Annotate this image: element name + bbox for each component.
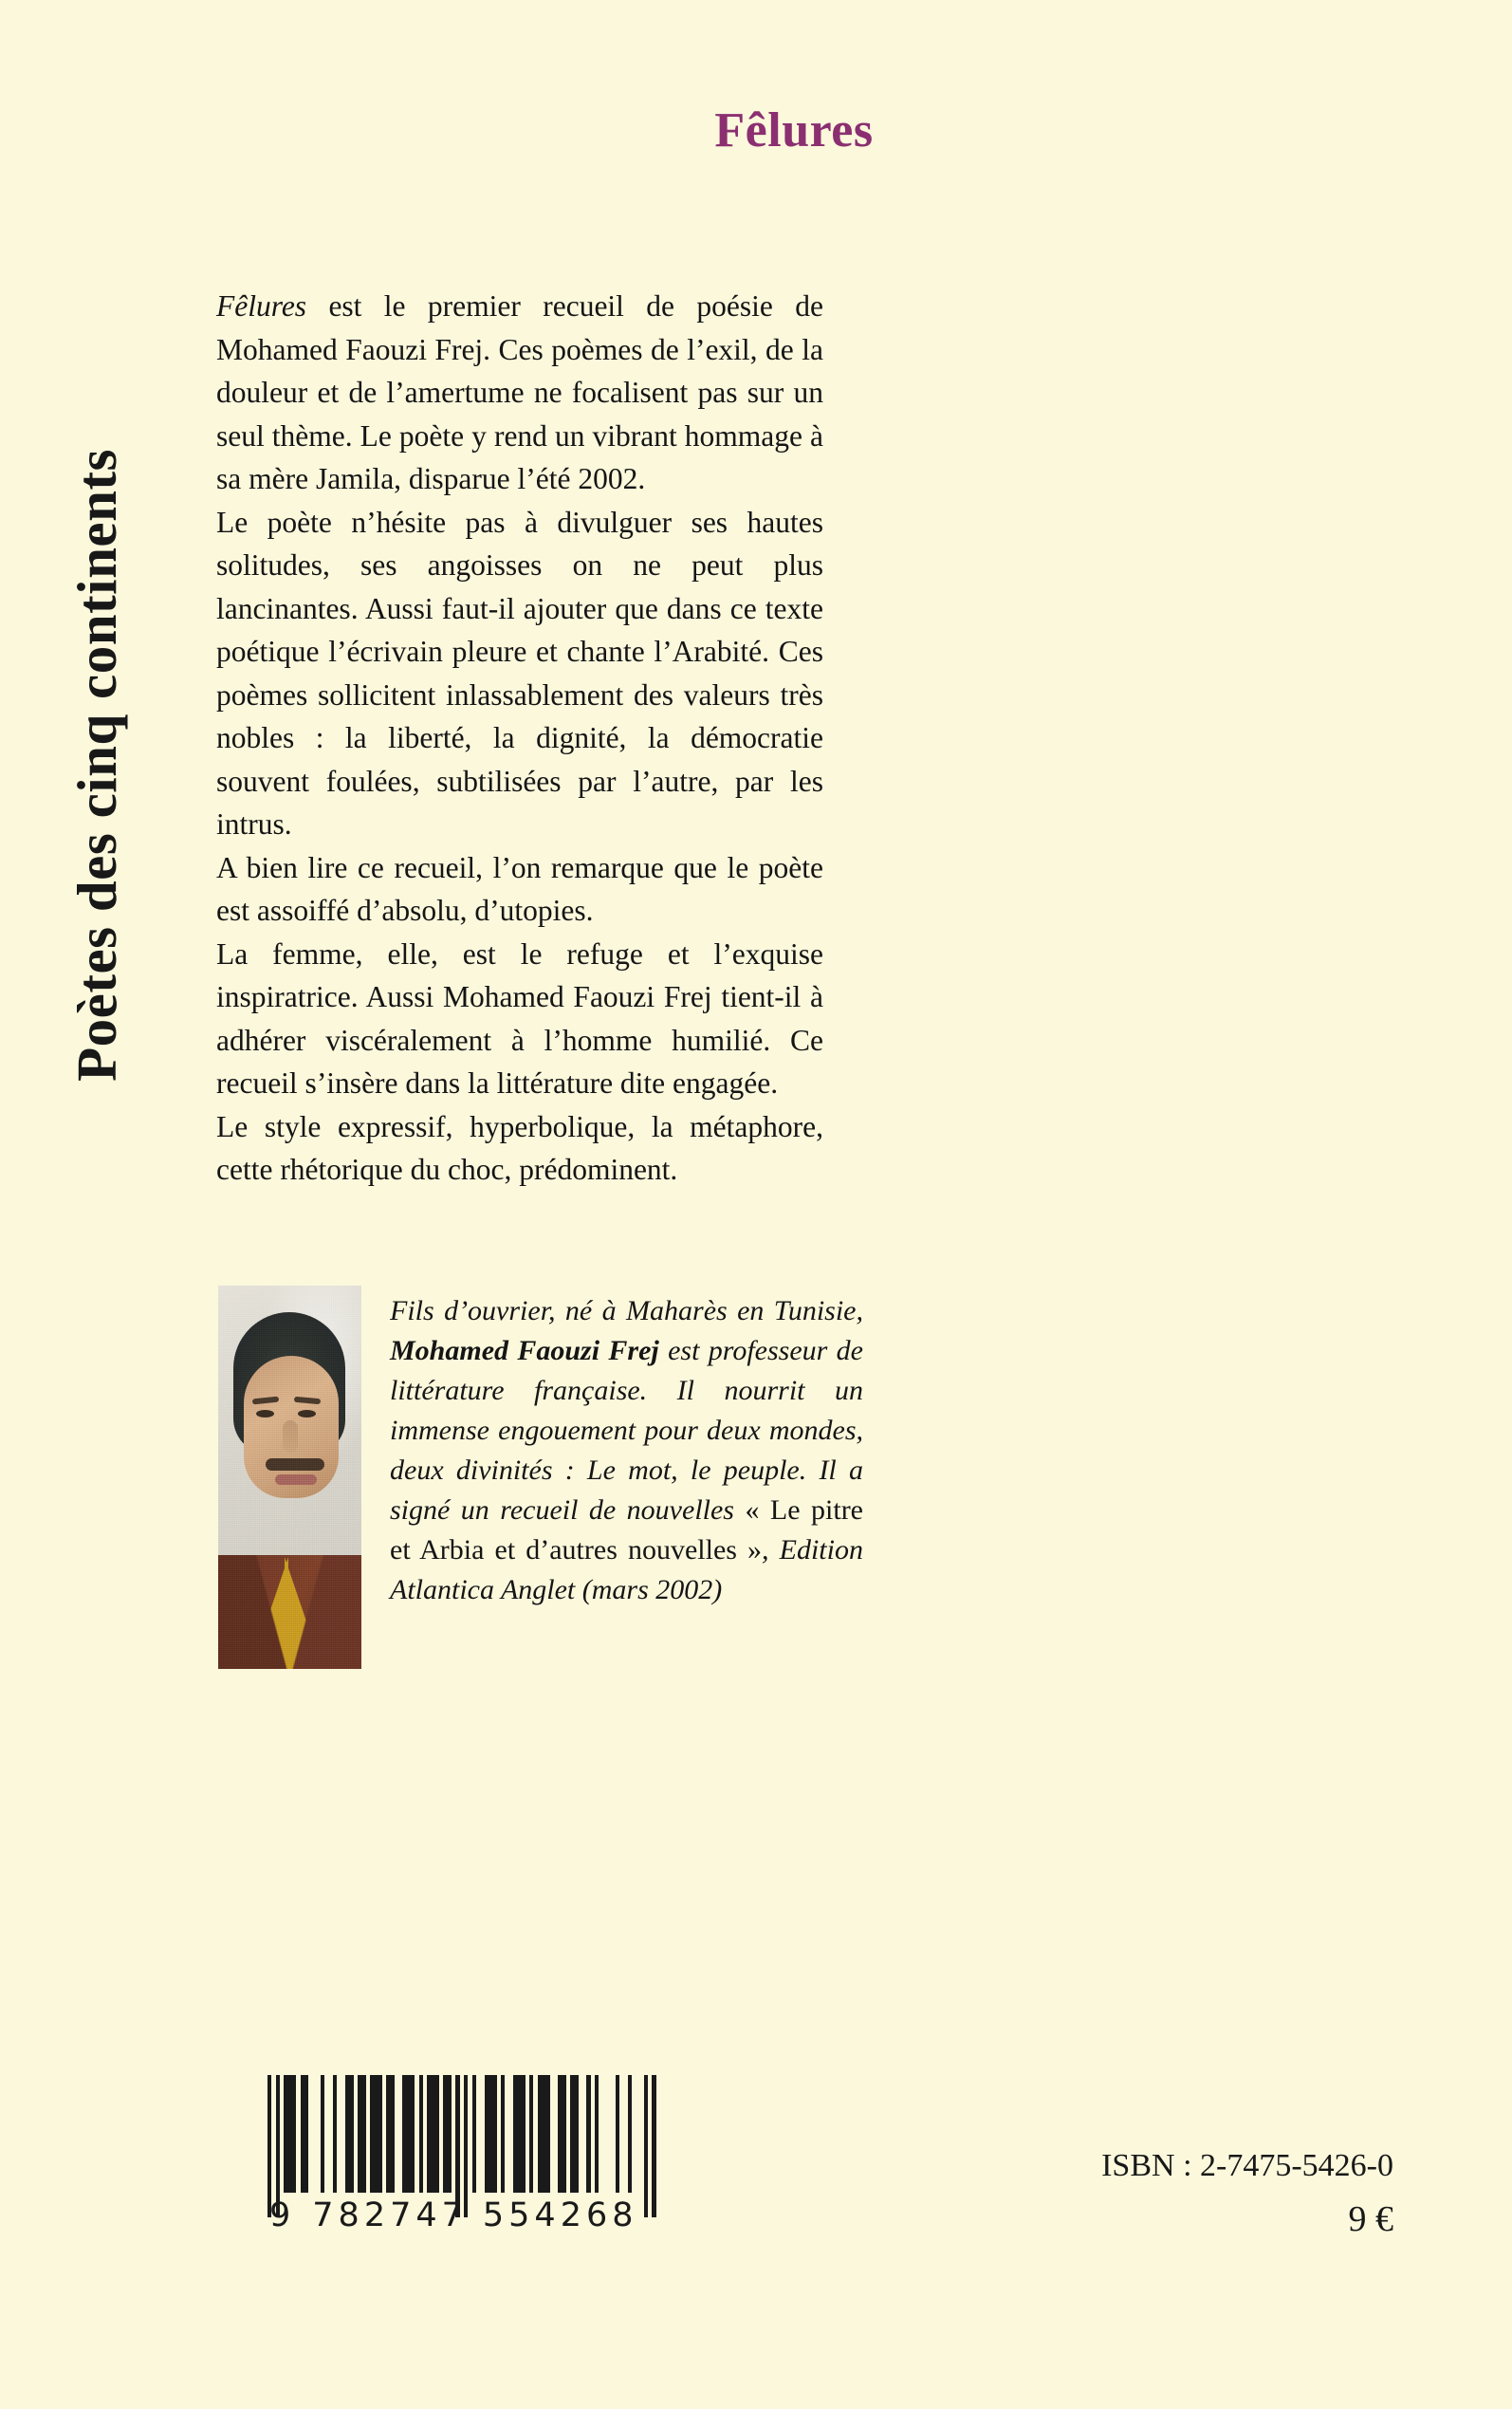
barcode-bar	[513, 2075, 526, 2193]
author-biography	[390, 1286, 863, 1610]
barcode-bar	[386, 2075, 395, 2193]
photo-grain-overlay	[218, 1286, 361, 1669]
barcode-bar	[443, 2075, 452, 2193]
barcode-bar	[370, 2075, 382, 2193]
blurb-paragraph-2: Le poète n’hésite pas à divulguer ses hautes solitudes, ses angoisses on ne peut plus lancinantes. Aussi faut-il ajouter que dans ce texte poétique l’écrivain pleure et chante l’Arabité. Ces poèmes sollicitent inlassablement des valeurs très nobles : la liberté, la dignité, la démocratie souvent foulées, subtilisées par l’autre, par les intrus.	[216, 505, 823, 841]
blurb-paragraph-1-body: est le premier recueil de poésie de Mohamed Faouzi Frej. Ces poèmes de l’exil, de la douleur et de l’amertume ne focalisent pas sur un seul thème. Le poète y rend un vibrant hommage à sa mère Jamila, disparue l’été 2002.	[216, 289, 823, 495]
bio-quoted-work: « Le pitre et Arbia et d’autres nouvelles »	[390, 1494, 864, 1566]
blurb-paragraph-5: Le style expressif, hyperbolique, la métaphore, cette rhétorique du choc, prédominent.	[216, 1109, 823, 1186]
author-photo	[218, 1286, 361, 1669]
barcode-bar	[652, 2075, 655, 2217]
barcode-bar	[427, 2075, 439, 2193]
bio-middle: est professeur de littérature française. Il nourrit un immense engouement pour deux mondes, deux divinités : Le mot, le peuple. Il a signé un recueil de nouvelles	[390, 1335, 863, 1526]
author-name: Mohamed Faouzi Frej	[390, 1335, 659, 1366]
isbn-block	[1101, 2140, 1393, 2246]
blurb-paragraph-4: La femme, elle, est le refuge et l’exquise inspiratrice. Aussi Mohamed Faouzi Frej tient-il à adhérer viscéralement à l’homme humilié. Ce recueil s’insère dans la littérature dite engagée.	[216, 936, 823, 1100]
barcode-bar	[345, 2075, 354, 2193]
barcode-bar	[402, 2075, 415, 2193]
blurb-paragraph-1	[216, 285, 823, 501]
isbn-value: ISBN : 2-7475-5426-0	[1101, 2148, 1393, 2183]
barcode-bar	[558, 2075, 566, 2193]
bio-intro: Fils d’ouvrier, né à Maharès en Tunisie,	[390, 1295, 863, 1326]
blurb-work-title: Fêlures	[216, 289, 307, 323]
barcode-digits-right: 554268	[482, 2196, 638, 2234]
barcode-bar	[301, 2075, 309, 2193]
author-biography-paragraph	[390, 1291, 863, 1610]
barcode-digits	[267, 2196, 656, 2234]
barcode-bar	[284, 2075, 296, 2193]
blurb-paragraph-3: A bien lire ce recueil, l’on remarque que le poète est assoiffé d’absolu, d’utopies.	[216, 850, 823, 927]
blurb-text	[216, 285, 823, 1192]
barcode-digits-left: 782747	[312, 2196, 468, 2234]
price-value: 9 €	[1348, 2199, 1393, 2239]
bio-tail: , Edition Atlantica Anglet (mars 2002)	[390, 1534, 863, 1605]
barcode-digit-lead: 9	[269, 2196, 296, 2234]
collection-band	[40, 171, 154, 1082]
barcode-bar	[570, 2075, 579, 2193]
barcode-bar	[358, 2075, 366, 2193]
barcode	[267, 2075, 656, 2234]
barcode-bar	[485, 2075, 497, 2193]
barcode-bar	[538, 2075, 550, 2193]
collection-label: Poètes des cinq continents	[65, 449, 128, 1082]
book-title: Fêlures	[714, 103, 874, 158]
author-block	[218, 1286, 863, 1669]
